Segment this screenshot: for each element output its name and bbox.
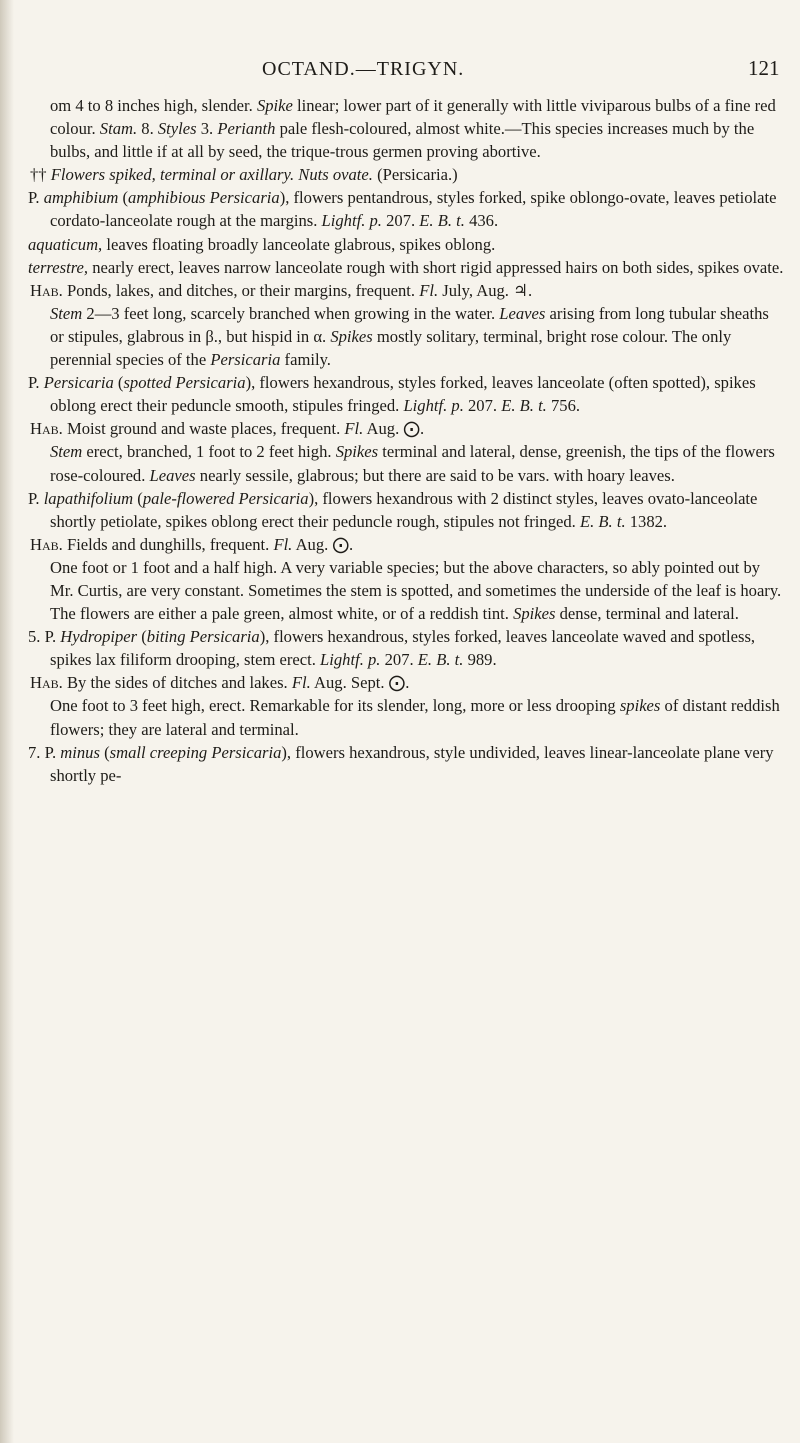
page-number: 121 <box>748 56 780 80</box>
text-run: dense, terminal and lateral. <box>555 604 739 624</box>
variety-entry <box>28 233 784 256</box>
variety-entry <box>28 256 784 279</box>
italic-text-run: Spikes <box>330 326 373 346</box>
text-run: One foot or 1 foot and a half high. A very variable species; but the above characters, so ably pointed out by Mr. Curtis, are very constant. Sometimes the stem is spotted, and sometimes the underside of the leaf is hoary. The flowers are either a pale green, almost white, or of a reddish tint. <box>50 557 782 624</box>
italic-text-run: small creeping Persicaria <box>109 742 282 762</box>
text-run: 3. <box>196 119 218 139</box>
italic-text-run: Lightf. p. <box>321 211 382 231</box>
text-run: Moist ground and waste places, frequent. <box>62 419 345 439</box>
text-run: 436. <box>464 211 499 231</box>
text-run: Aug. ⨀. <box>292 534 354 554</box>
text-run: Hab. <box>30 419 63 439</box>
italic-text-run: Flowers spiked, terminal or axillary. Nuts ovate. <box>50 165 373 185</box>
italic-text-run: amphibious Persicaria <box>128 188 280 208</box>
text-run: 8. <box>137 119 158 139</box>
running-head: OCTAND.—TRIGYN. <box>262 58 465 80</box>
text-run: linear; lower part of it generally with little viviparous bulbs of a fine red colour. <box>50 96 776 139</box>
italic-text-run: amphibium <box>43 188 119 208</box>
habitat-line <box>28 533 784 556</box>
habitat-line <box>28 417 784 440</box>
text-run: ), flowers hexandrous, styles forked, leaves lanceolate (often spotted), spikes oblong erect their peduncle smooth, stipules fringed. <box>50 373 756 416</box>
species-entry <box>28 371 784 417</box>
italic-text-run: Fl. <box>273 534 293 554</box>
text-run: 207. <box>380 650 418 670</box>
italic-text-run: Perianth <box>217 119 276 139</box>
text-run: nearly sessile, glabrous; but there are said to be vars. with hoary leaves. <box>195 465 675 485</box>
text-run: pale flesh-coloured, almost white.—This species increases much by the bulbs, and little if at all by seed, the trique-trous germen proving abortive. <box>50 119 755 162</box>
text-run: P. <box>28 188 44 208</box>
page-gutter-shadow <box>0 0 14 1443</box>
italic-text-run: minus <box>60 742 100 762</box>
italic-text-run: spikes <box>619 696 661 716</box>
italic-text-run: Lightf. p. <box>403 396 464 416</box>
text-run: ( <box>118 188 129 208</box>
text-run: One foot to 3 feet high, erect. Remarkable for its slender, long, more or less drooping <box>50 696 620 716</box>
text-run: Hab. <box>30 280 63 300</box>
habitat-line <box>28 279 784 302</box>
italic-text-run: Persicaria <box>210 350 281 370</box>
italic-text-run: E. B. t. <box>501 396 547 416</box>
text-run: 1382. <box>625 511 668 531</box>
italic-text-run: E. B. t. <box>579 511 626 531</box>
text-run: of distant reddish flowers; they are lateral and terminal. <box>50 696 780 739</box>
text-run: †† <box>30 165 51 185</box>
species-entry <box>28 741 784 787</box>
text-run: 756. <box>546 396 581 416</box>
text-run: arising from long tubular sheaths or stipules, glabrous in β., but hispid in α. <box>50 303 769 346</box>
text-run: ), flowers hexandrous, styles forked, leaves lanceolate waved and spotless, spikes lax filiform drooping, stem erect. <box>50 627 756 670</box>
text-run: 2—3 feet long, scarcely branched when growing in the water. <box>82 303 500 323</box>
text-run: Hab. <box>30 534 63 554</box>
italic-text-run: E. B. t. <box>417 650 464 670</box>
species-entry <box>28 625 784 671</box>
habitat-line <box>28 671 784 694</box>
text-run: ( <box>113 373 124 393</box>
text-run: (Persicaria.) <box>372 165 458 185</box>
text-run: P. <box>28 373 44 393</box>
italic-text-run: aquaticum, <box>28 234 103 254</box>
italic-text-run: Styles <box>157 119 197 139</box>
text-run: ), flowers hexandrous, style undivided, leaves linear-lanceolate plane very shortly pe- <box>50 742 774 785</box>
text-run: mostly solitary, terminal, bright rose colour. The only perennial species of the <box>50 326 732 370</box>
italic-text-run: Stem <box>50 442 83 462</box>
description-paragraph <box>28 302 784 371</box>
text-run: ), flowers hexandrous with 2 distinct styles, leaves ovato-lanceolate shortly petiolate, spikes oblong erect their peduncle rough, stipules not fringed. <box>50 488 758 531</box>
italic-text-run: Stem <box>50 303 83 323</box>
text-run: 207. <box>463 396 502 416</box>
italic-text-run: lapathifolium <box>43 488 134 508</box>
body-text <box>28 94 784 787</box>
italic-text-run: Leaves <box>499 303 546 323</box>
text-run: ( <box>133 488 143 508</box>
text-run: ), flowers pentandrous, styles forked, spike oblongo-ovate, leaves petiolate cordato-lanceolate rough at the margins. <box>50 188 777 231</box>
text-run: nearly erect, leaves narrow lanceolate rough with short rigid appressed hairs on both sides, spikes ovate. <box>88 257 784 277</box>
italic-text-run: Fl. <box>344 419 364 439</box>
italic-text-run: spotted Persicaria <box>123 373 246 393</box>
text-run: By the sides of ditches and lakes. <box>62 673 292 693</box>
italic-text-run: Spikes <box>335 442 379 462</box>
text-run: July, Aug. ♃. <box>438 280 533 300</box>
text-run: erect, branched, 1 foot to 2 feet high. <box>82 442 336 462</box>
text-run: leaves floating broadly lanceolate glabrous, spikes oblong. <box>102 234 496 254</box>
italic-text-run: Persicaria <box>43 373 114 393</box>
section-heading <box>28 163 784 186</box>
italic-text-run: Spike <box>256 96 293 115</box>
text-run: 207. <box>381 211 420 231</box>
page-header <box>0 58 800 88</box>
text-run: 5. P. <box>28 627 61 647</box>
italic-text-run: Fl. <box>419 280 439 300</box>
italic-text-run: terrestre, <box>28 257 89 277</box>
text-run: P. <box>28 488 44 508</box>
description-paragraph <box>28 556 784 625</box>
italic-text-run: Leaves <box>149 465 196 485</box>
italic-text-run: Lightf. p. <box>320 650 381 670</box>
text-run: family. <box>280 350 331 370</box>
species-entry <box>28 487 784 533</box>
description-paragraph <box>28 440 784 486</box>
description-paragraph <box>28 694 784 740</box>
italic-text-run: Fl. <box>291 673 311 693</box>
text-run: Aug. Sept. ⨀. <box>310 673 410 693</box>
text-run: 989. <box>463 650 497 670</box>
text-run: 7. P. <box>28 742 61 762</box>
italic-text-run: pale-flowered Persicaria <box>142 488 309 508</box>
text-run: terminal and lateral, dense, greenish, the tips of the flowers rose-coloured. <box>50 442 775 485</box>
text-run: Hab. <box>30 673 63 693</box>
text-run: ( <box>137 627 147 647</box>
species-entry <box>28 186 784 232</box>
text-run: ( <box>99 742 110 762</box>
text-run: Aug. ⨀. <box>363 419 425 439</box>
text-run: om 4 to 8 inches high, slender. <box>50 96 257 115</box>
text-run: Ponds, lakes, and ditches, or their margins, frequent. <box>62 280 420 300</box>
italic-text-run: Spikes <box>513 604 556 624</box>
italic-text-run: Hydropiper <box>60 627 138 647</box>
italic-text-run: biting Persicaria <box>146 627 260 647</box>
italic-text-run: Stam. <box>99 119 138 139</box>
description-paragraph <box>28 94 784 163</box>
italic-text-run: E. B. t. <box>419 211 465 231</box>
text-run: Fields and dunghills, frequent. <box>62 534 274 554</box>
